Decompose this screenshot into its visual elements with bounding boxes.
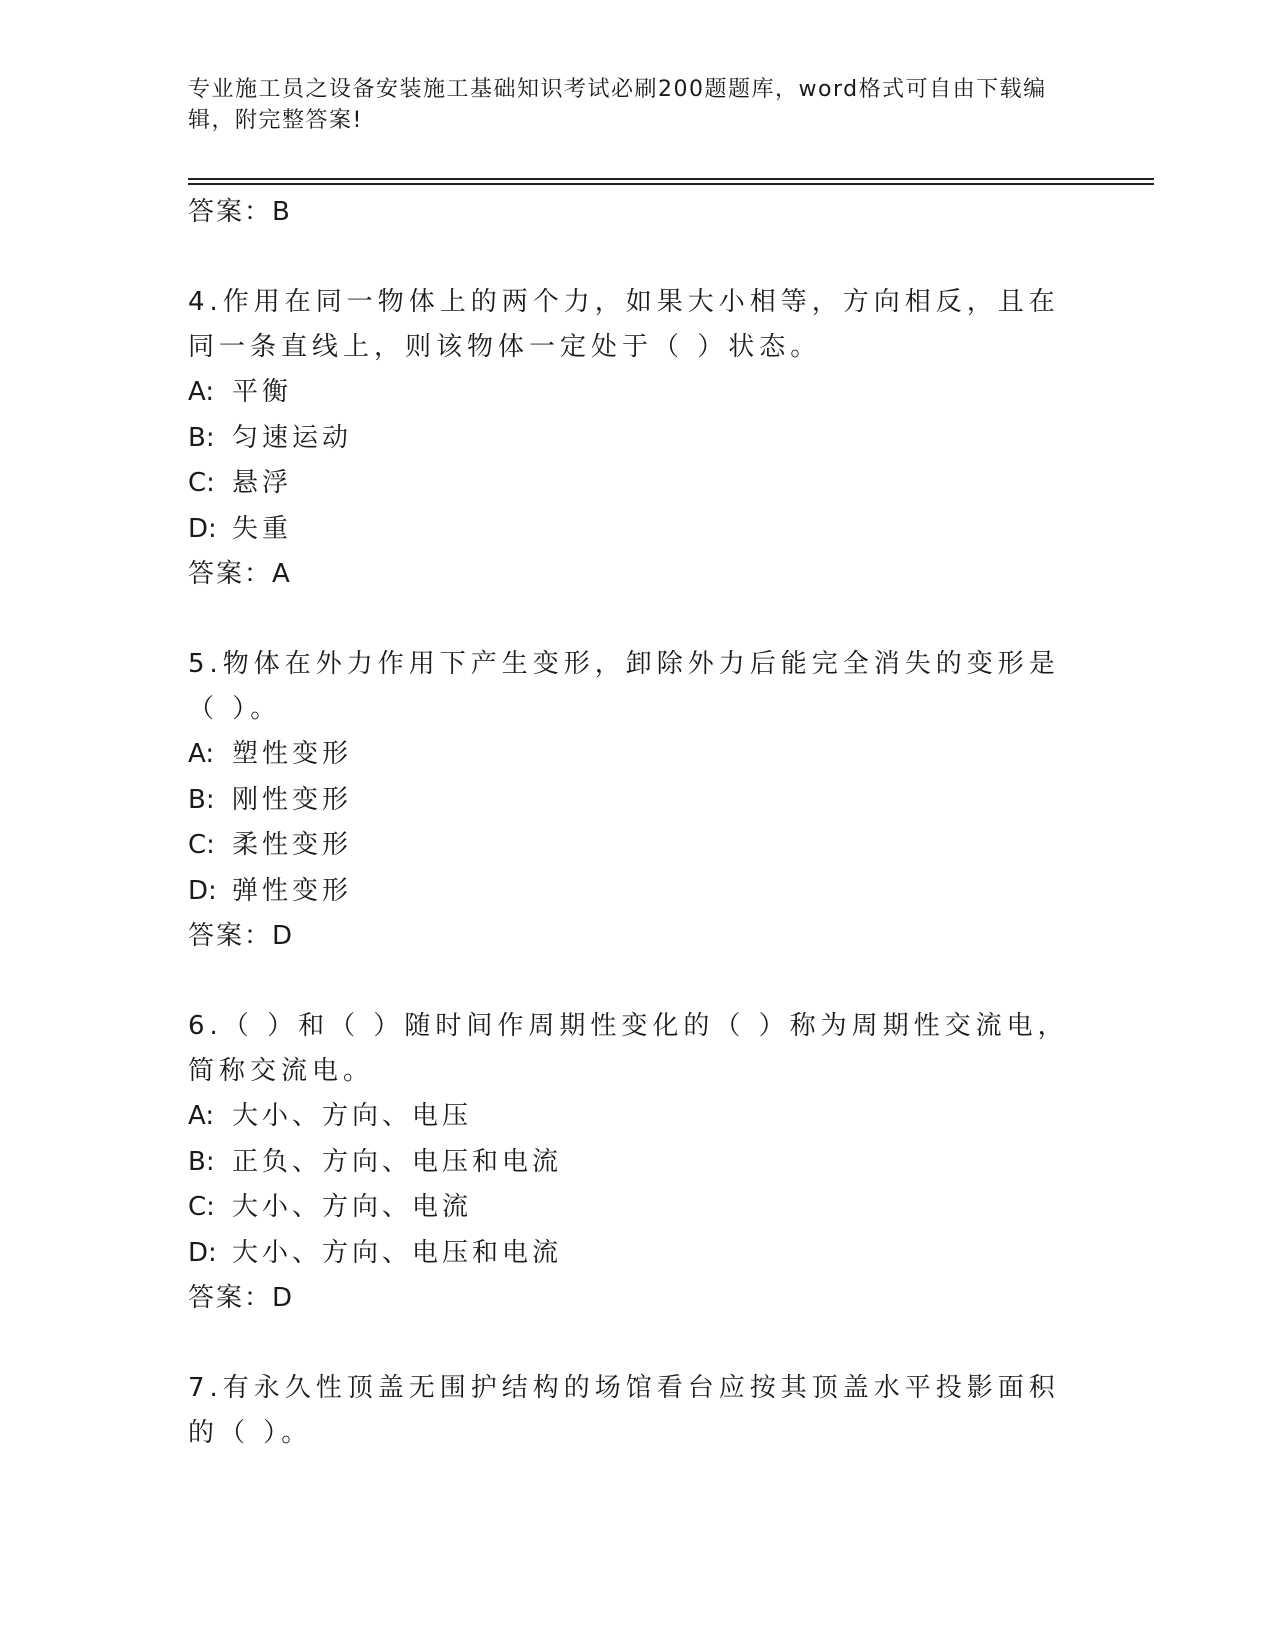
option-text: 匀速运动 <box>232 422 353 453</box>
option-text: 失重 <box>232 513 293 544</box>
header-divider-top <box>188 178 1154 180</box>
option-c <box>188 461 1088 507</box>
option-d <box>188 507 1088 553</box>
option-d <box>188 869 1088 915</box>
option-text: 悬浮 <box>232 468 293 498</box>
option-text: 柔性变形 <box>232 830 353 860</box>
answer-line: 答案：A <box>188 559 292 589</box>
option-letter: A: <box>188 739 215 769</box>
question-text: 7.有永久性顶盖无围护结构的场馆看台应按其顶盖水平投影面积的（ ）。 <box>188 1373 1060 1448</box>
question-5 <box>188 642 1088 958</box>
option-letter: A: <box>188 377 215 407</box>
option-letter: B: <box>188 784 215 815</box>
option-c <box>188 1185 1088 1231</box>
answer-line: 答案：D <box>188 1283 295 1313</box>
option-text: 平衡 <box>232 377 293 407</box>
option-text: 大小、方向、电压和电流 <box>232 1237 563 1268</box>
question-4 <box>188 280 1088 596</box>
option-c <box>188 823 1088 869</box>
question-7 <box>188 1366 1088 1456</box>
option-a <box>188 1094 1088 1140</box>
option-text: 弹性变形 <box>232 875 353 906</box>
document-header: 专业施工员之设备安装施工基础知识考试必刷200题题库，word格式可自由下载编辑，附完整答案! <box>188 77 1047 133</box>
question-text: 4.作用在同一物体上的两个力，如果大小相等，方向相反，且在同一条直线上，则该物体一定处于（ ）状态。 <box>188 287 1060 362</box>
answer-line: 答案：B <box>188 197 292 227</box>
option-letter: D: <box>188 875 217 906</box>
option-a <box>188 370 1088 416</box>
question-text: 5.物体在外力作用下产生变形，卸除外力后能完全消失的变形是（ ）。 <box>188 649 1060 724</box>
header-divider-bottom <box>188 183 1154 185</box>
option-letter: D: <box>188 1237 217 1268</box>
option-letter: A: <box>188 1101 215 1131</box>
option-letter: B: <box>188 422 215 453</box>
question-6 <box>188 1004 1088 1320</box>
option-d <box>188 1231 1088 1277</box>
option-letter: D: <box>188 513 217 544</box>
option-text: 大小、方向、电压 <box>232 1101 473 1131</box>
option-b <box>188 1140 1088 1186</box>
option-b <box>188 416 1088 462</box>
question-list <box>188 190 1088 1456</box>
option-text: 塑性变形 <box>232 739 353 769</box>
option-letter: C: <box>188 1192 215 1222</box>
option-letter: C: <box>188 830 215 860</box>
option-text: 正负、方向、电压和电流 <box>232 1146 563 1177</box>
option-letter: C: <box>188 468 215 498</box>
option-text: 刚性变形 <box>232 784 353 815</box>
question-text: 6.（ ）和（ ）随时间作周期性变化的（ ）称为周期性交流电，简称交流电。 <box>188 1011 1069 1086</box>
answer-line: 答案：D <box>188 921 295 951</box>
option-a <box>188 732 1088 778</box>
option-text: 大小、方向、电流 <box>232 1192 473 1222</box>
option-b <box>188 778 1088 824</box>
option-letter: B: <box>188 1146 215 1177</box>
